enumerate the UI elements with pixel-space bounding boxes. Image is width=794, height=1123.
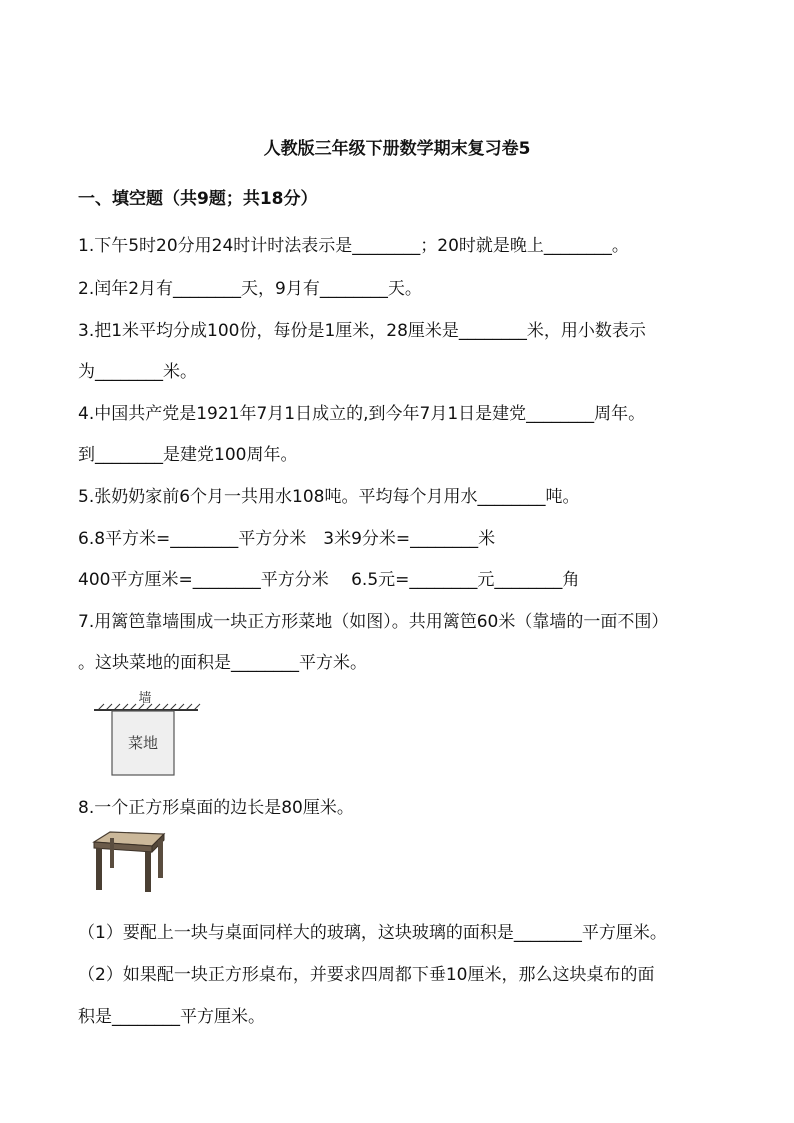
section-heading: 一、填空题（共9题；共18分） xyxy=(78,189,318,209)
question-6-line-2: 400平方厘米=________平方分米 6.5元=________元________角 xyxy=(78,570,580,590)
question-8-part-2-line-2: 积是________平方厘米。 xyxy=(78,1007,265,1027)
question-8: 8.一个正方形桌面的边长是80厘米。 xyxy=(78,798,354,818)
question-7-line-1: 7.用篱笆靠墙围成一块正方形菜地（如图）。共用篱笆60米（靠墙的一面不围） xyxy=(78,612,669,632)
question-3-line-2: 为________米。 xyxy=(78,362,197,382)
question-8-part-2-line-1: （2）如果配一块正方形桌布，并要求四周都下垂10厘米，那么这块桌布的面 xyxy=(78,965,655,985)
plot-label: 菜地 xyxy=(127,734,159,752)
question-8-part-1: （1）要配上一块与桌面同样大的玻璃，这块玻璃的面积是________平方厘米。 xyxy=(78,923,667,943)
question-4-line-2: 到________是建党100周年。 xyxy=(78,445,298,465)
question-7-line-2: 。这块菜地的面积是________平方米。 xyxy=(78,653,367,673)
table-figure xyxy=(88,828,168,894)
garden-figure xyxy=(92,684,202,780)
question-2: 2.闰年2月有________天，9月有________天。 xyxy=(78,279,422,299)
table-leg-front-left xyxy=(96,848,102,890)
question-3-line-1: 3.把1米平均分成100份，每份是1厘米，28厘米是________米，用小数表示 xyxy=(78,321,646,341)
question-4-line-1: 4.中国共产党是1921年7月1日成立的,到今年7月1日是建党________周年。 xyxy=(78,404,646,424)
table-leg-front-right xyxy=(145,852,151,892)
table-leg-back-right xyxy=(158,840,163,878)
wall-label: 墙 xyxy=(138,691,152,706)
question-6-line-1: 6.8平方米=________平方分米 3米9分米=________米 xyxy=(78,529,496,549)
question-1: 1.下午5时20分用24时计时法表示是________；20时就是晚上________。 xyxy=(78,236,629,256)
page-title: 人教版三年级下册数学期末复习卷5 xyxy=(263,139,531,159)
question-5: 5.张奶奶家前6个月一共用水108吨。平均每个月用水________吨。 xyxy=(78,487,580,507)
table-leg-back-left xyxy=(110,838,114,868)
